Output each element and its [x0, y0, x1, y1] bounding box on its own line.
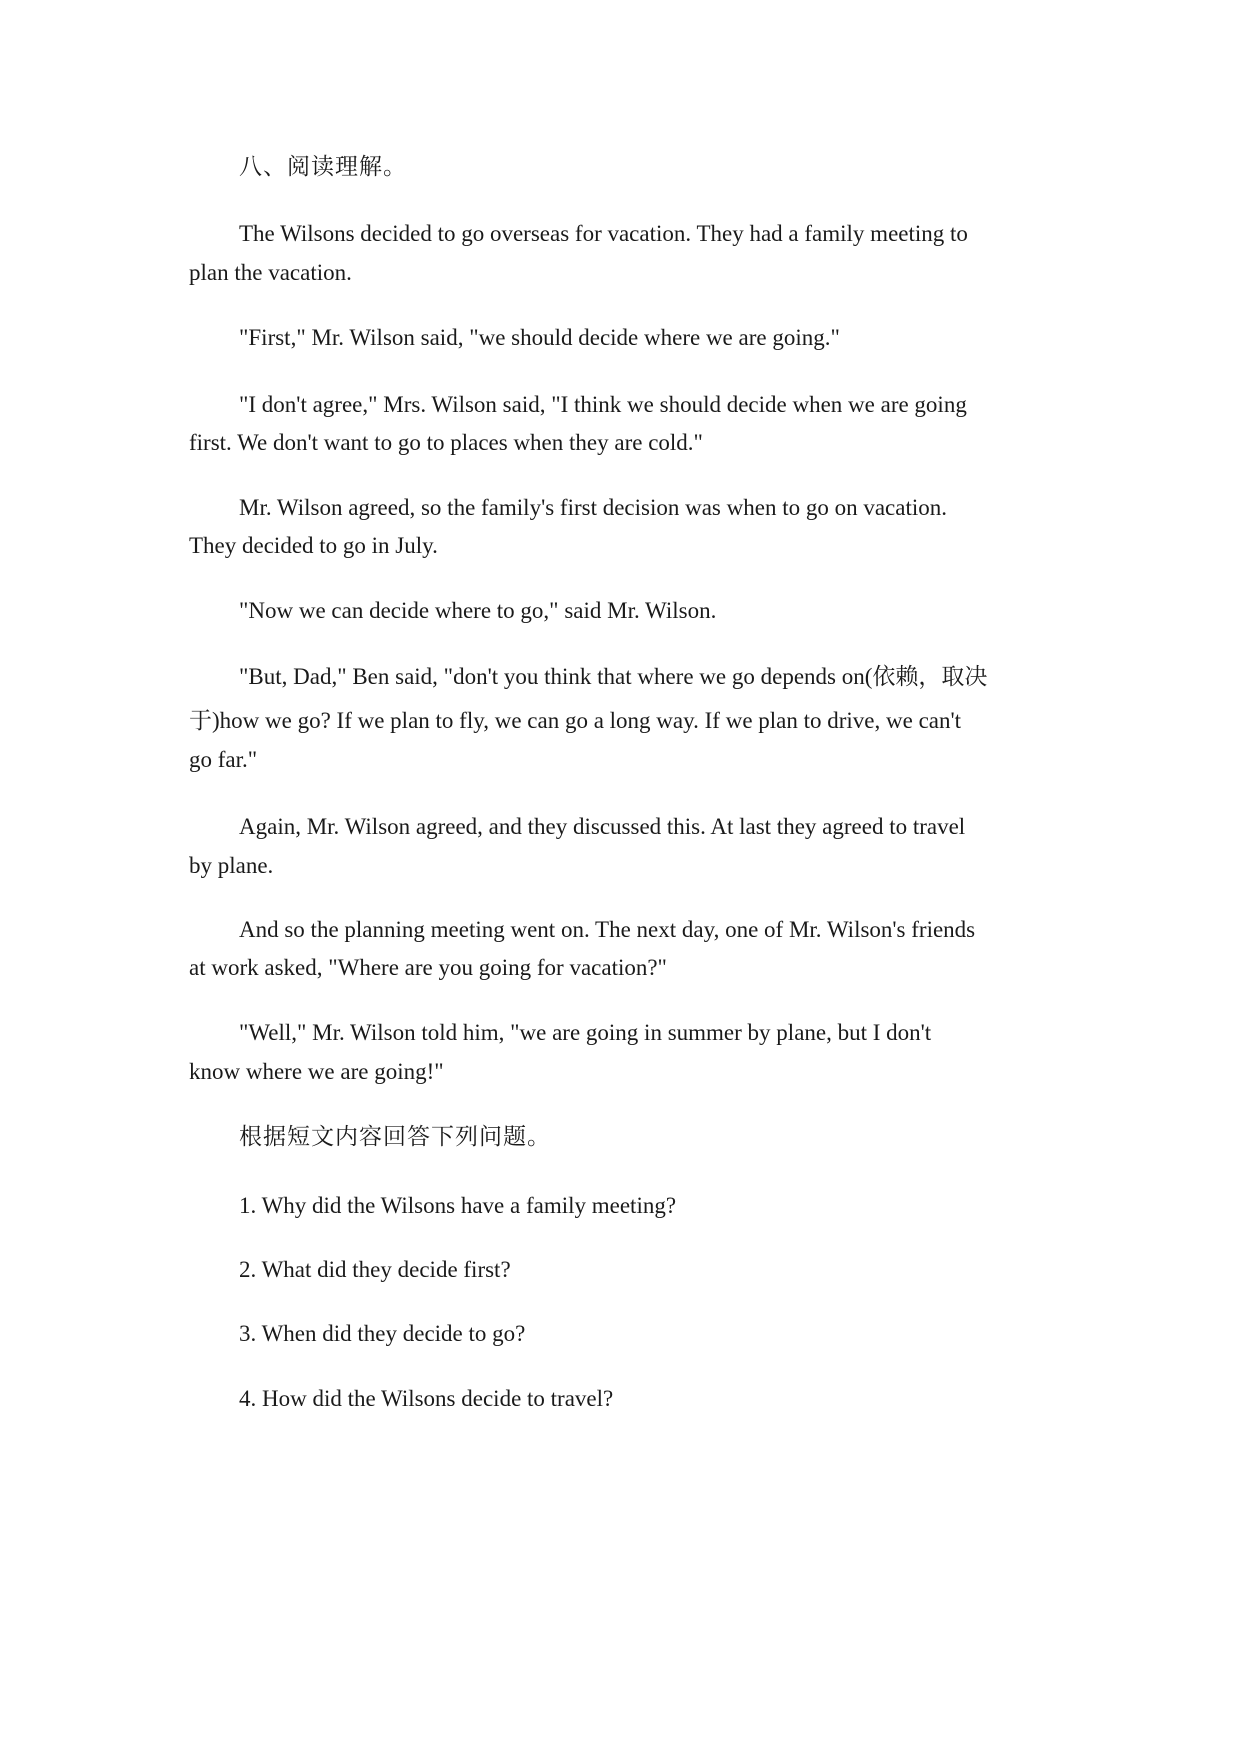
- paragraph-line: "Now we can decide where to go," said Mr. Wilson.: [239, 598, 717, 623]
- paragraph-line: plan the vacation.: [189, 260, 352, 285]
- paragraph-line: Again, Mr. Wilson agreed, and they discussed this. At last they agreed to travel: [239, 814, 966, 839]
- paragraph-line: "Well," Mr. Wilson told him, "we are going in summer by plane, but I don't: [239, 1020, 932, 1045]
- paragraph-line: by plane.: [189, 853, 274, 878]
- paragraph-line: The Wilsons decided to go overseas for vacation. They had a family meeting to: [239, 221, 968, 246]
- paragraph-line: "But, Dad," Ben said, "don't you think that where we go depends on(依赖，取决: [239, 664, 988, 689]
- paragraph-line: 于)how we go? If we plan to fly, we can go a long way. If we plan to drive, we can't: [189, 708, 962, 733]
- question-item: 3. When did they decide to go?: [239, 1321, 526, 1346]
- section-heading: 八、阅读理解。: [239, 154, 407, 179]
- paragraph-line: go far.": [189, 747, 258, 772]
- question-item: 1. Why did the Wilsons have a family meeting?: [239, 1193, 677, 1218]
- paragraph-line: They decided to go in July.: [189, 533, 438, 558]
- paragraph-line: "I don't agree," Mrs. Wilson said, "I think we should decide when we are going: [239, 392, 967, 417]
- paragraph-line: "First," Mr. Wilson said, "we should decide where we are going.": [239, 325, 840, 350]
- paragraph-line: And so the planning meeting went on. The next day, one of Mr. Wilson's friends: [239, 917, 976, 942]
- instruction-text: 根据短文内容回答下列问题。: [239, 1124, 551, 1149]
- paragraph-line: Mr. Wilson agreed, so the family's first decision was when to go on vacation.: [239, 495, 947, 520]
- paragraph-line: first. We don't want to go to places when they are cold.": [189, 430, 703, 455]
- paragraph-line: at work asked, "Where are you going for vacation?": [189, 955, 667, 980]
- question-item: 4. How did the Wilsons decide to travel?: [239, 1386, 614, 1411]
- question-item: 2. What did they decide first?: [239, 1257, 511, 1282]
- paragraph-line: know where we are going!": [189, 1059, 444, 1084]
